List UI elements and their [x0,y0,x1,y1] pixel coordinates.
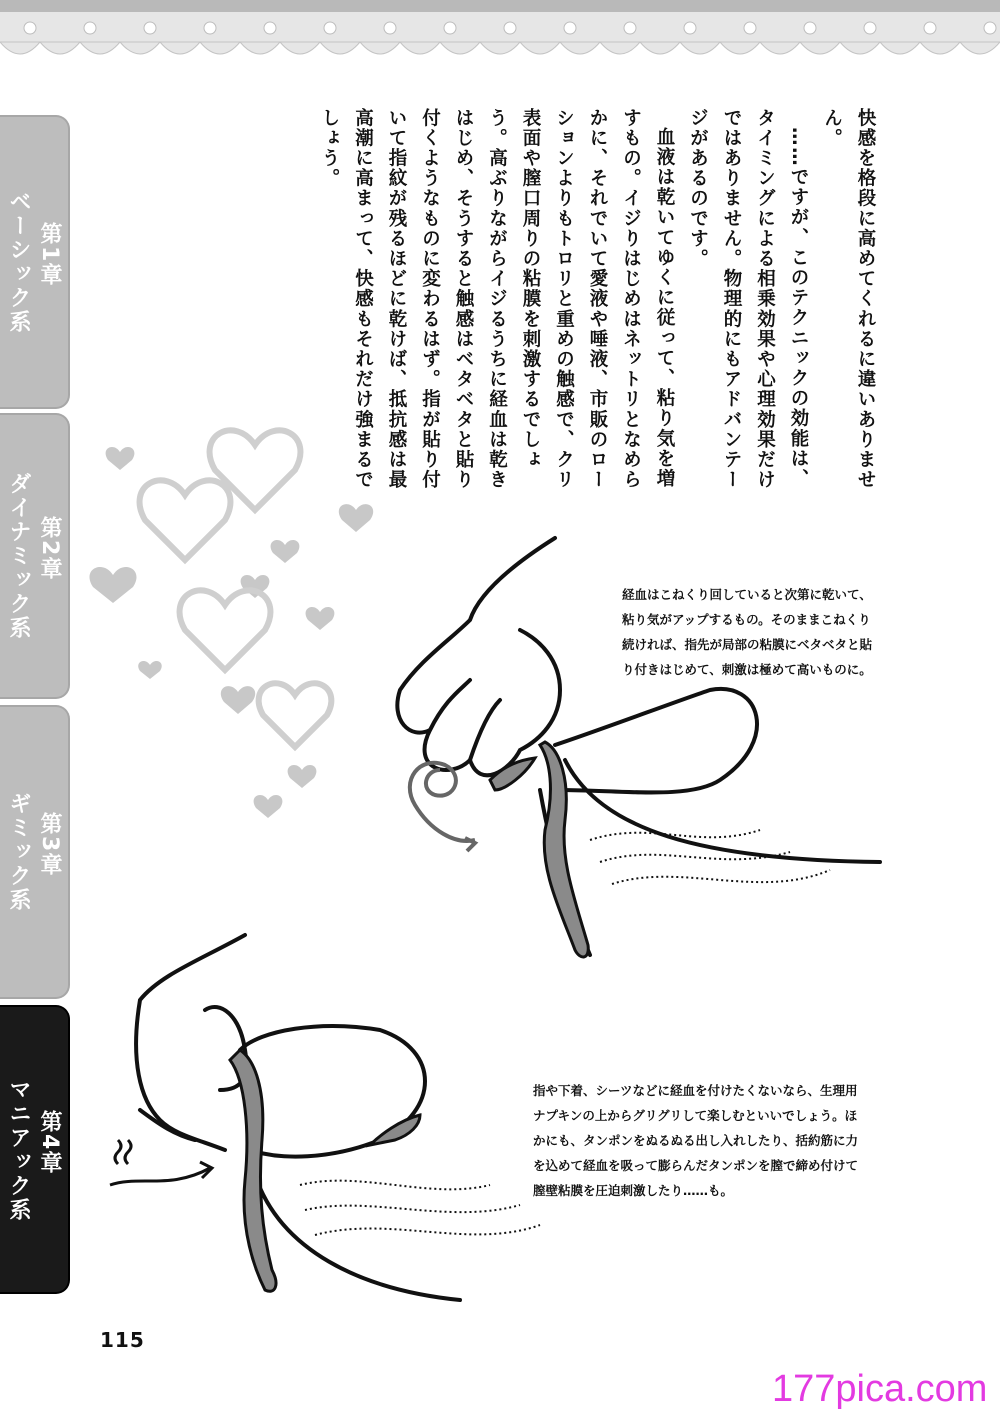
chapter-tab-title: マニアック系 [6,1077,31,1222]
chapter-tab-number: 第1章 [37,222,62,288]
chapter-tab-number: 第2章 [37,516,62,582]
body-paragraph: 快感を格段に高めてくれるに違いありません。 [821,108,876,490]
chapter-tab-title: ベーシック系 [6,190,31,334]
pad-shape-bottom [230,1050,420,1291]
chapter-tab-title: ダイナミック系 [6,472,31,640]
watermark-text: 177pica.com [772,1368,988,1410]
chapter-tab-title: ギミック系 [6,792,31,912]
body-paragraph: 血液は乾いてゆくに従って、粘り気を増すもの。イジりはじめはネットリとなめらかに、それでいて愛液や唾液、市販のローションよりもトロリと重めの触感で、クリ表面や膣口周りの粘膜を刺激するでしょう。高ぶりながらイジるうちに経血は乾きはじめ、そうすると触感はベタベタと貼り付くようなものに変わるはず。指が貼り付いて指紋が残るほどに乾けば、抵抗感は最高潮に高まって、快感もそれだけ強まるでしょう。 [319,108,675,490]
chapter-tab-number: 第4章 [37,1109,62,1176]
page-number: 115 [100,1328,145,1352]
swirl-arrow [410,763,475,851]
figure-caption-bottom: 指や下着、シーツなどに経血を付けたくないなら、生理用ナプキンの上からグリグリして楽しむといいでしょう。ほかにも、タンポンをぬるぬる出し入れしたり、括約筋に力を込めて経血を吸って膨らんだタンポンを膣で締め付けて膣壁粘膜を圧迫刺激したり……も。 [533,1083,859,1198]
chapter-tab-number: 第3章 [37,812,62,878]
figure-caption-top: 経血はこねくり回していると次第に乾いて、粘り気がアップするもの。そのままこねくり続ければ、指先が局部の粘膜にベタベタと貼り付きはじめて、刺激は極めて高いものに。 [622,587,873,677]
wavy-lines-bottom [300,1181,540,1235]
vibration-marks [110,1140,212,1185]
body-paragraph: ……ですが、このテクニックの効能は、タイミングによる相乗効果や心理効果だけではありません。物理的にもアドバンテージがあるのです。 [687,108,809,490]
